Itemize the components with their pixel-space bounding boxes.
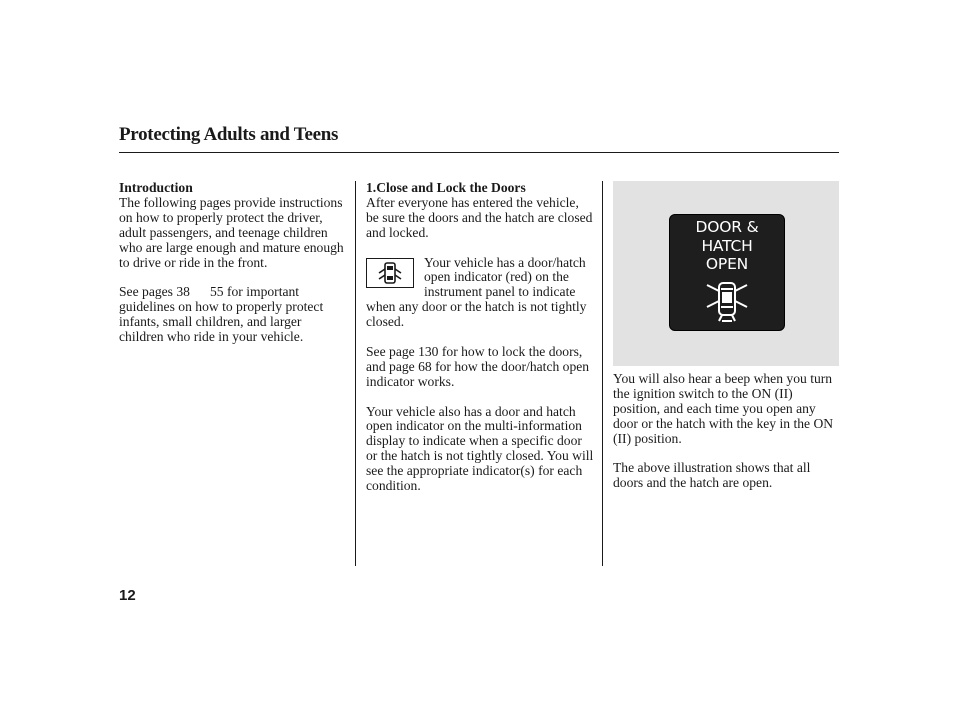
door-open-indicator-icon — [366, 258, 414, 288]
illustration-caption: The above illustration shows that all doors and the hatch are open. — [613, 460, 811, 491]
column-divider-2 — [602, 181, 603, 566]
indicator-paragraph: Your vehicle has a door/hatch open indicator (red) on the instrument panel to indicate when any door or the hatch is not tightly closed. — [366, 254, 587, 330]
see-page-paragraph: See page 130 for how to lock the doors, and page 68 for how the door/hatch open indicator works. — [366, 343, 590, 389]
multi-info-display — [669, 214, 785, 331]
close-lock-paragraph: After everyone has entered the vehicle, be sure the doors and the hatch are closed and locked. — [366, 194, 593, 240]
display-line-1: DOOR & — [695, 218, 759, 236]
page-title: Protecting Adults and Teens — [119, 124, 339, 145]
intro-paragraph: The following pages provide instructions on how to properly protect the driver, adult passengers, and teenage children who are large enough and mature enough to drive or ride in the front. — [119, 194, 344, 270]
car-doors-open-icon — [701, 277, 753, 323]
title-rule — [119, 152, 839, 153]
display-message — [670, 218, 784, 274]
column-introduction — [119, 181, 344, 345]
display-line-2: HATCH — [701, 236, 753, 255]
display-line-3: OPEN — [705, 255, 749, 273]
column-beep — [613, 372, 841, 491]
multi-info-paragraph: Your vehicle also has a door and hatch open indicator on the multi-information display to indicate when a specific door or the hatch is not tightly closed. You will see the appropriate indicator(s) for each condition. — [366, 403, 594, 494]
column-close-lock-doors — [366, 181, 594, 494]
door-hatch-figure — [613, 181, 839, 366]
page-ref-rest: 55 for important guidelines on how to properly protect infants, small children, and larger children who ride in your vehicle. — [119, 284, 324, 345]
column-divider-1 — [355, 181, 356, 566]
beep-paragraph: You will also hear a beep when you turn the ignition switch to the ON (II) position, and each time you open any door or the hatch with the key in the ON (II) position. — [613, 371, 834, 446]
section-heading-close-lock: 1.Close and Lock the Doors — [366, 180, 526, 195]
page-number: 12 — [119, 587, 136, 604]
page-ref-start: See pages 38 — [119, 284, 190, 300]
section-heading-introduction: Introduction — [119, 180, 193, 195]
see-pages-paragraph — [119, 285, 344, 345]
